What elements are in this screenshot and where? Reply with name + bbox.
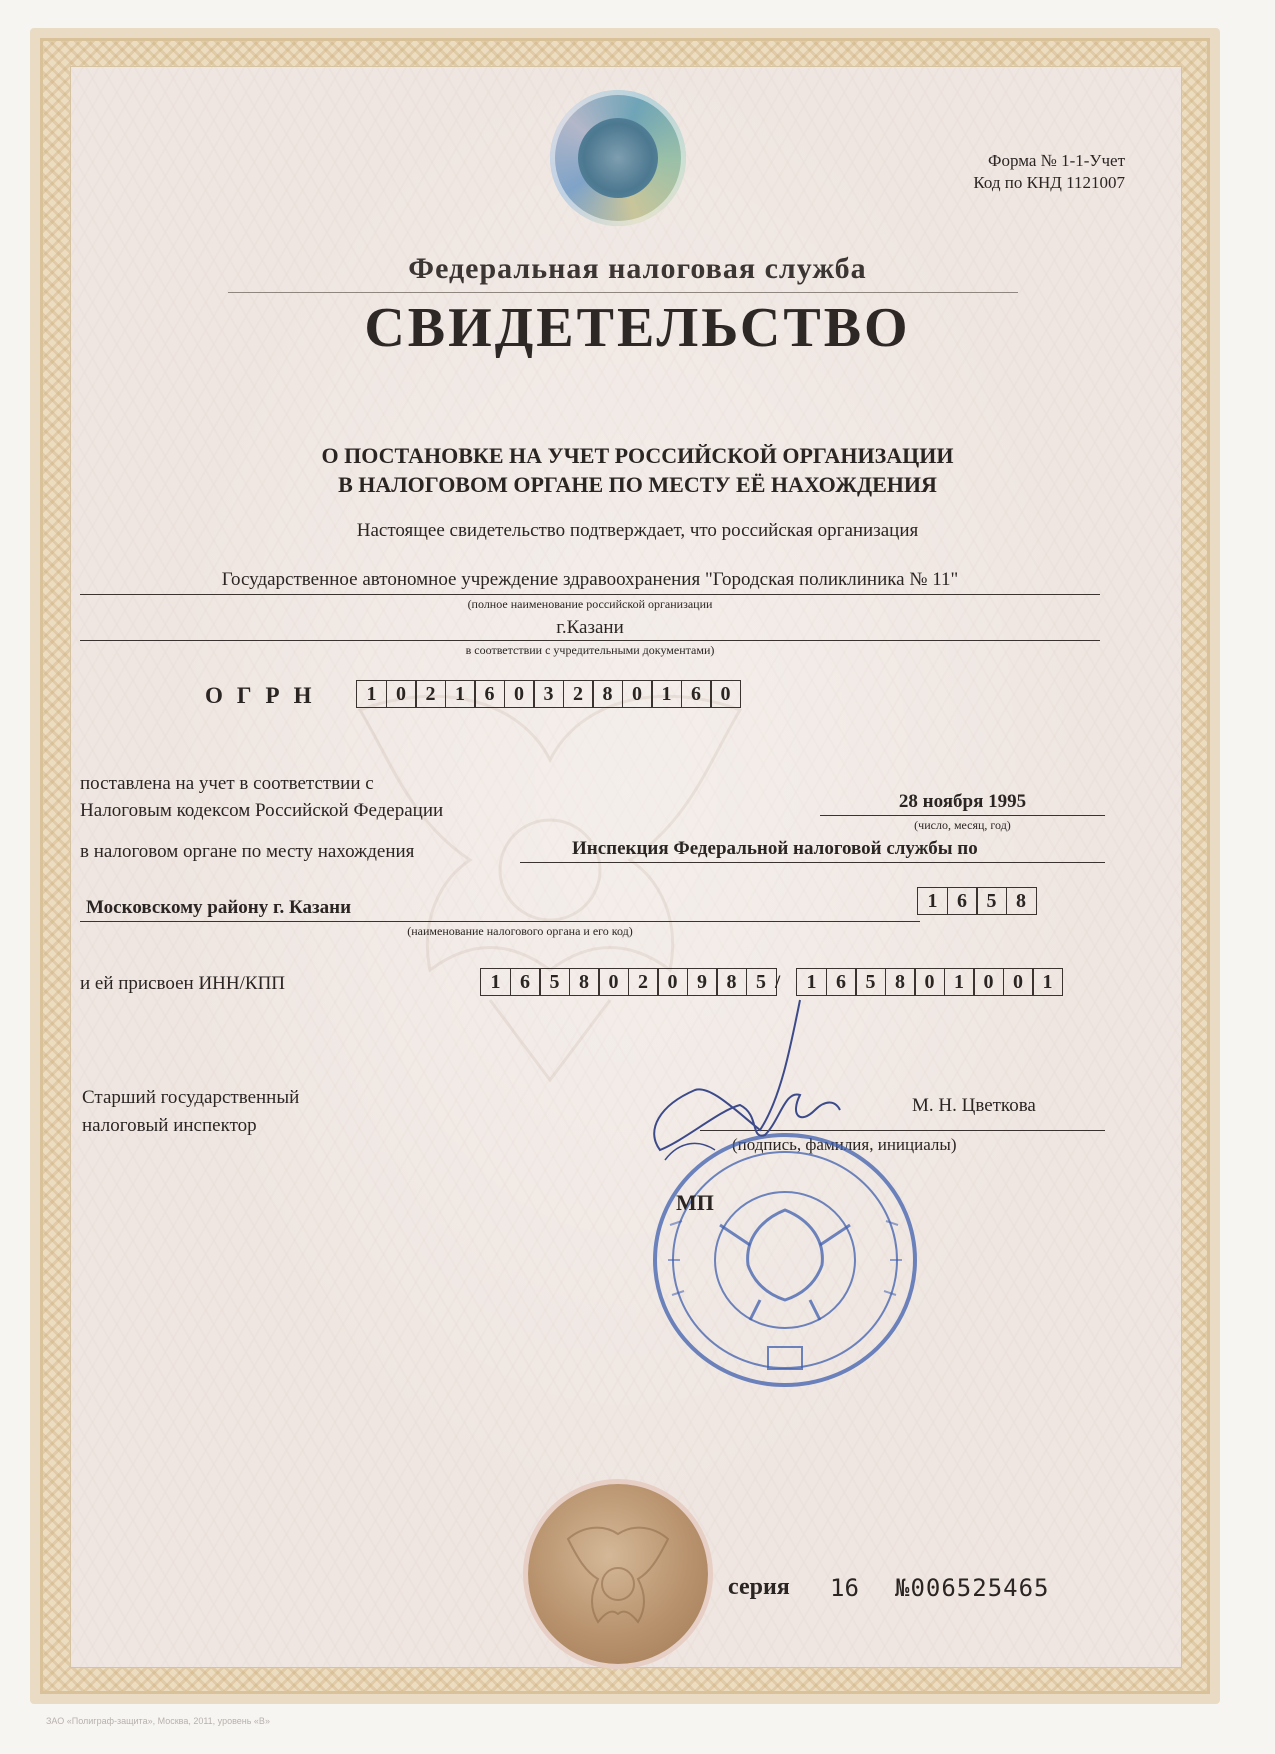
tax-body-label: в налоговом органе по месту нахождения	[80, 841, 415, 862]
certificate-title: СВИДЕТЕЛЬСТВО	[364, 297, 911, 359]
inn-digit: 5	[539, 968, 570, 996]
tax-body-name-part1: Инспекция Федеральной налоговой службы по	[572, 838, 978, 859]
stamp-place-label: МП	[676, 1190, 714, 1215]
hologram-emblem	[550, 90, 686, 226]
org-name-underline	[80, 594, 1100, 595]
registration-line-1: поставлена на учет в соответствии с	[80, 773, 374, 794]
tax-code-digit: 1	[917, 887, 948, 915]
ogrn-digit: 2	[415, 680, 446, 708]
inn-digit: 6	[510, 968, 541, 996]
ogrn-boxes	[356, 680, 740, 708]
ogrn-digit: 6	[681, 680, 712, 708]
confirm-text: Настоящее свидетельство подтверждает, что российская организация	[356, 520, 919, 541]
service-name: Федеральная налоговая служба	[408, 252, 867, 285]
inspector-name: М. Н. Цветкова	[912, 1095, 1036, 1116]
inn-kpp-label: и ей присвоен ИНН/КПП	[80, 973, 286, 994]
ogrn-digit: 0	[386, 680, 417, 708]
certificate-subtitle	[0, 441, 1275, 499]
inn-digit: 5	[746, 968, 777, 996]
ogrn-digit: 0	[622, 680, 653, 708]
gold-seal-emblem	[528, 1484, 708, 1664]
blank-number: №006525465	[895, 1574, 1050, 1602]
printer-credit: ЗАО «Полиграф-защита», Москва, 2011, уровень «В»	[46, 1716, 270, 1726]
kpp-digit: 0	[973, 968, 1004, 996]
position-line-2: налоговый инспектор	[82, 1115, 257, 1136]
subtitle-line-1: О ПОСТАНОВКЕ НА УЧЕТ РОССИЙСКОЙ ОРГАНИЗАЦИИ	[321, 443, 954, 468]
inn-kpp-separator: /	[775, 972, 781, 993]
tax-body-name-part2: Московскому району г. Казани	[86, 897, 352, 918]
form-code	[973, 150, 1125, 194]
kpp-digit: 0	[1003, 968, 1034, 996]
ogrn-digit: 6	[474, 680, 505, 708]
tax-code-digit: 8	[1006, 887, 1037, 915]
registration-line-2: Налоговым кодексом Российской Федерации	[80, 800, 444, 821]
date-hint: (число, месяц, год)	[914, 818, 1011, 832]
position-line-1: Старший государственный	[82, 1087, 300, 1108]
form-number: Форма № 1-1-Учет	[988, 151, 1125, 170]
inn-digit: 8	[716, 968, 747, 996]
series-label: серия	[728, 1574, 790, 1600]
organization-name: Государственное автономное учреждение здравоохранения "Городская поликлиника № 11"	[221, 569, 959, 590]
inn-digit: 0	[657, 968, 688, 996]
kpp-digit: 0	[914, 968, 945, 996]
tax-body-hint: (наименование налогового органа и его код)	[407, 924, 633, 938]
kpp-digit: 1	[796, 968, 827, 996]
ogrn-digit: 8	[592, 680, 623, 708]
kpp-digit: 6	[826, 968, 857, 996]
tax-body-underline-2	[80, 921, 920, 922]
ogrn-digit: 1	[356, 680, 387, 708]
subtitle-line-2: В НАЛОГОВОМ ОРГАНЕ ПО МЕСТУ ЕЁ НАХОЖДЕНИЯ	[338, 472, 937, 497]
organization-city: г.Казани	[556, 617, 624, 638]
eagle-emblem-icon	[528, 1484, 708, 1664]
kpp-digit: 5	[855, 968, 886, 996]
tax-code-digit: 5	[976, 887, 1007, 915]
kpp-digit: 1	[944, 968, 975, 996]
ogrn-digit: 0	[710, 680, 741, 708]
ogrn-label: ОГРН	[205, 683, 326, 708]
handwritten-signature	[640, 990, 870, 1190]
inn-digit: 2	[628, 968, 659, 996]
divider	[228, 292, 1018, 293]
ogrn-digit: 2	[563, 680, 594, 708]
org-city-hint: в соответствии с учредительными документами)	[465, 643, 715, 657]
tax-body-code-boxes	[917, 887, 1035, 915]
inn-digit: 8	[569, 968, 600, 996]
org-name-hint: (полное наименование российской организации	[467, 597, 713, 611]
ogrn-digit: 3	[533, 680, 564, 708]
ogrn-digit: 1	[445, 680, 476, 708]
tax-code-digit: 6	[947, 887, 978, 915]
kpp-digit: 8	[885, 968, 916, 996]
signature-hint: (подпись, фамилия, инициалы)	[732, 1135, 957, 1154]
knd-code: Код по КНД 1121007	[973, 173, 1125, 192]
date-underline	[820, 815, 1105, 816]
inn-digit: 9	[687, 968, 718, 996]
ogrn-digit: 0	[504, 680, 535, 708]
org-city-underline	[80, 640, 1100, 641]
kpp-digit: 1	[1032, 968, 1063, 996]
ogrn-digit: 1	[651, 680, 682, 708]
coat-of-arms-icon	[578, 118, 658, 198]
registration-date: 28 ноября 1995	[898, 791, 1027, 812]
inspector-position	[82, 1084, 299, 1140]
inn-digit: 1	[480, 968, 511, 996]
registration-text	[80, 770, 443, 824]
tax-body-underline-1	[520, 862, 1105, 863]
inn-digit: 0	[598, 968, 629, 996]
series-value: 16	[830, 1574, 859, 1602]
